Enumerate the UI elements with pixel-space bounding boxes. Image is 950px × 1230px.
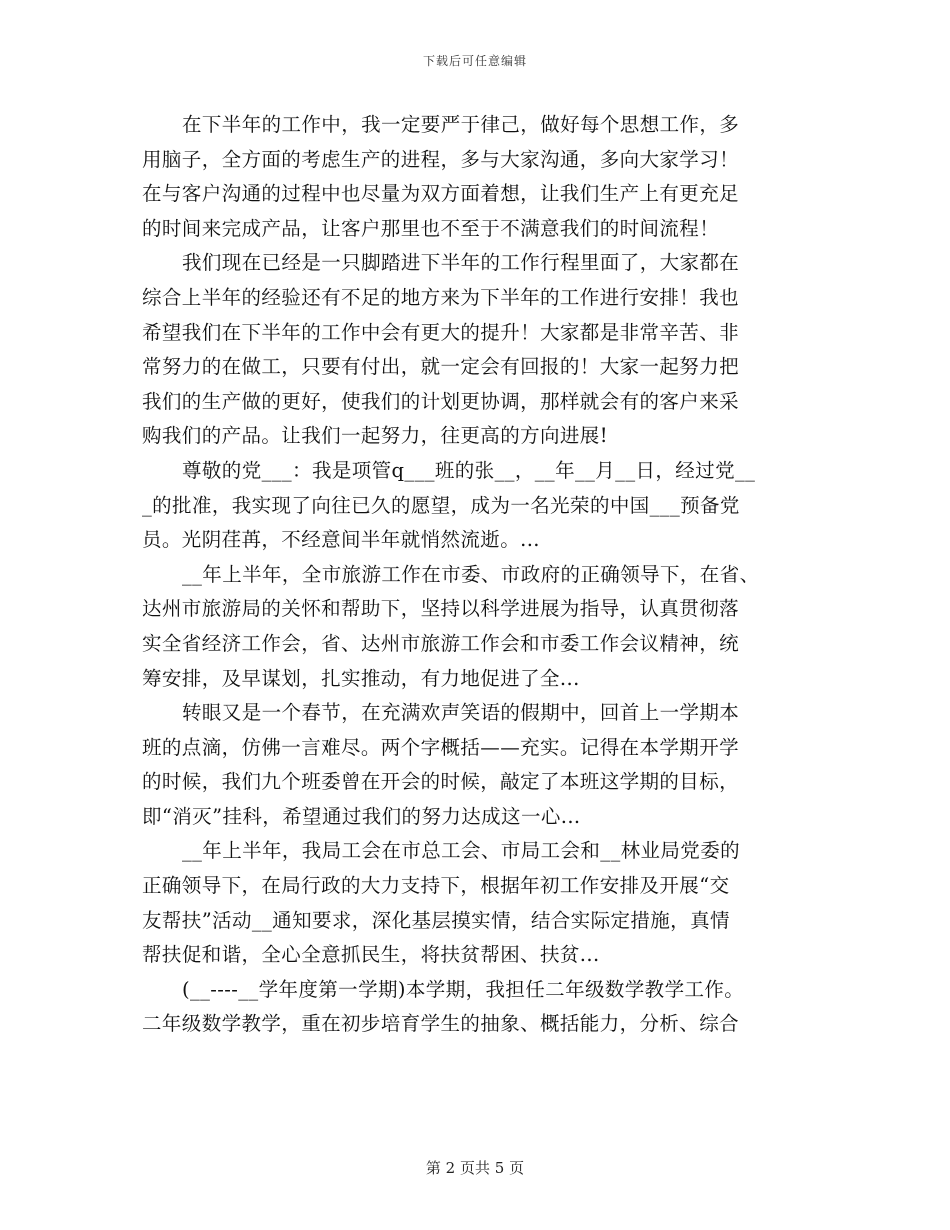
text-line: 筹安排，及早谋划，扎实推动，有力地促进了全... xyxy=(142,666,580,690)
text-line: 我们的生产做的更好，使我们的计划更协调，那样就会有的客户来采 xyxy=(142,389,740,413)
text-line: 我们现在已经是一只脚踏进下半年的工作行程里面了，大家都在 xyxy=(182,251,740,275)
text-line: 二年级数学教学，重在初步培育学生的抽象、概括能力，分析、综合 xyxy=(142,1012,740,1036)
text-line: 在下半年的工作中，我一定要严于律己，做好每个思想工作，多 xyxy=(182,113,740,136)
text-line: __年上半年，我局工会在市总工会、市局工会和__林业局党委的 xyxy=(182,839,741,863)
text-line: 实全省经济工作会，省、达州市旅游工作会和市委工作会议精神，统 xyxy=(142,631,740,655)
text-line: __年上半年，全市旅游工作在市委、市政府的正确领导下，在省、 xyxy=(182,562,760,586)
text-line: _的批准，我实现了向往已久的愿望，成为一名光荣的中国___预备党 xyxy=(142,493,740,517)
text-line: 帮扶促和谐，全心全意抓民生，将扶贫帮困、扶贫... xyxy=(142,943,600,967)
text-line: 用脑子，全方面的考虑生产的进程，多与大家沟通，多向大家学习！ xyxy=(142,147,740,171)
text-line: (__----__学年度第一学期)本学期，我担任二年级数学教学工作。 xyxy=(182,977,745,1001)
text-line: 综合上半年的经验还有不足的地方来为下半年的工作进行安排！我也 xyxy=(142,285,740,309)
text-line: 即“消灭”挂科，希望通过我们的努力达成这一心... xyxy=(142,804,581,828)
page-number-footer: 第 2 页共 5 页 xyxy=(425,1159,525,1177)
text-line: 希望我们在下半年的工作中会有更大的提升！大家都是非常辛苦、非 xyxy=(142,320,740,344)
text-line: 尊敬的党___：我是项管q___班的张__，__年__月__日，经过党__ xyxy=(182,458,756,482)
text-line: 友帮扶”活动__通知要求，深化基层摸实情，结合实际定措施，真情 xyxy=(142,908,730,932)
text-line: 在与客户沟通的过程中也尽量为双方面着想，让我们生产上有更充足 xyxy=(142,182,740,206)
text-line: 班的点滴，仿佛一言难尽。两个字概括——充实。记得在本学期开学 xyxy=(142,735,740,759)
text-line: 常努力的在做工，只要有付出，就一定会有回报的！大家一起努力把 xyxy=(142,355,740,379)
text-line: 的时间来完成产品，让客户那里也不至于不满意我们的时间流程！ xyxy=(142,216,720,240)
text-line: 员。光阴荏苒，不经意间半年就悄然流逝。... xyxy=(142,528,540,552)
text-line: 转眼又是一个春节，在充满欢声笑语的假期中，回首上一学期本 xyxy=(182,701,740,725)
text-line: 购我们的产品。让我们一起努力，往更高的方向进展! xyxy=(142,424,608,448)
document-body xyxy=(142,108,812,1042)
page-header-note: 下载后可任意编辑 xyxy=(422,54,527,68)
text-line: 正确领导下，在局行政的大力支持下，根据年初工作安排及开展“交 xyxy=(142,874,730,898)
text-line: 达州市旅游局的关怀和帮助下，坚持以科学进展为指导，认真贯彻落 xyxy=(142,597,740,621)
text-line: 的时候，我们九个班委曾在开会的时候，敲定了本班这学期的目标， xyxy=(142,770,740,794)
